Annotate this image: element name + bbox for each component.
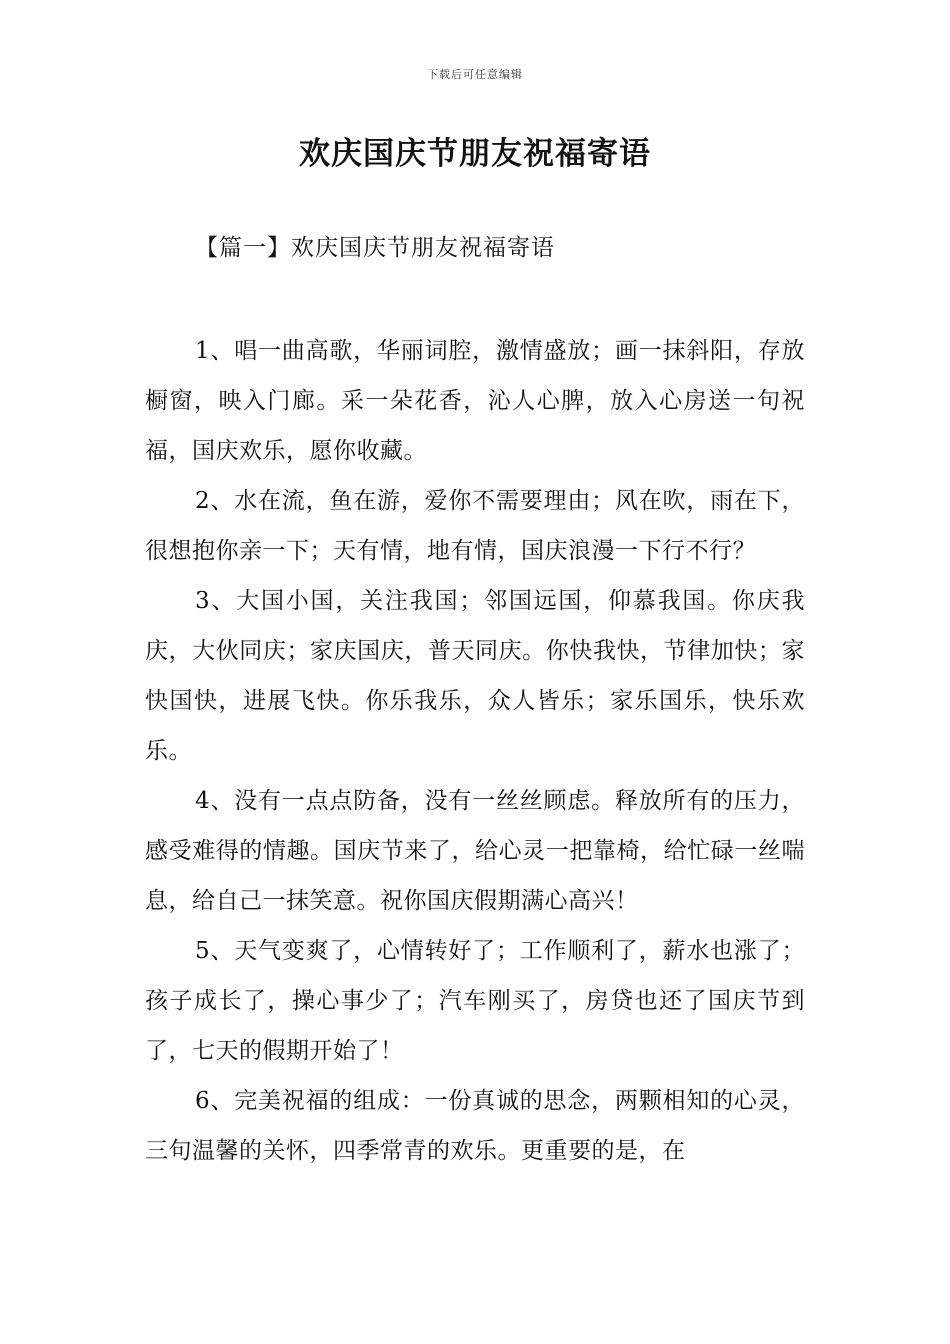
document-title: 欢庆国庆节朋友祝福寄语 (299, 136, 651, 172)
paragraph-2: 2、水在流，鱼在游，爱你不需要理由；风在吹，雨在下，很想抱你亲一下；天有情，地有情，国庆浪漫一下行不行？ (145, 488, 805, 564)
paragraph-3: 3、大国小国，关注我国；邻国远国，仰慕我国。你庆我庆，大伙同庆；家庆国庆，普天同庆。你快我快，节律加快；家快国快，进展飞快。你乐我乐，众人皆乐；家乐国乐，快乐欢乐。 (145, 588, 805, 764)
paragraph-1: 1、唱一曲高歌，华丽词腔，激情盛放；画一抹斜阳，存放橱窗，映入门廊。采一朵花香，沁人心脾，放入心房送一句祝福，国庆欢乐，愿你收藏。 (145, 338, 805, 464)
document-body (145, 326, 805, 1176)
paragraph-5: 5、天气变爽了，心情转好了；工作顺利了，薪水也涨了；孩子成长了，操心事少了；汽车刚买了，房贷也还了国庆节到了，七天的假期开始了！ (145, 938, 805, 1064)
paragraph-6: 6、完美祝福的组成：一份真诚的思念，两颗相知的心灵，三句温馨的关怀，四季常青的欢乐。更重要的是，在 (145, 1088, 805, 1164)
header-note: 下载后可任意编辑 (427, 68, 523, 81)
section-heading: 【篇一】欢庆国庆节朋友祝福寄语 (195, 235, 555, 261)
paragraph-4: 4、没有一点点防备，没有一丝丝顾虑。释放所有的压力，感受难得的情趣。国庆节来了，给心灵一把靠椅，给忙碌一丝喘息，给自己一抹笑意。祝你国庆假期满心高兴！ (145, 788, 805, 914)
